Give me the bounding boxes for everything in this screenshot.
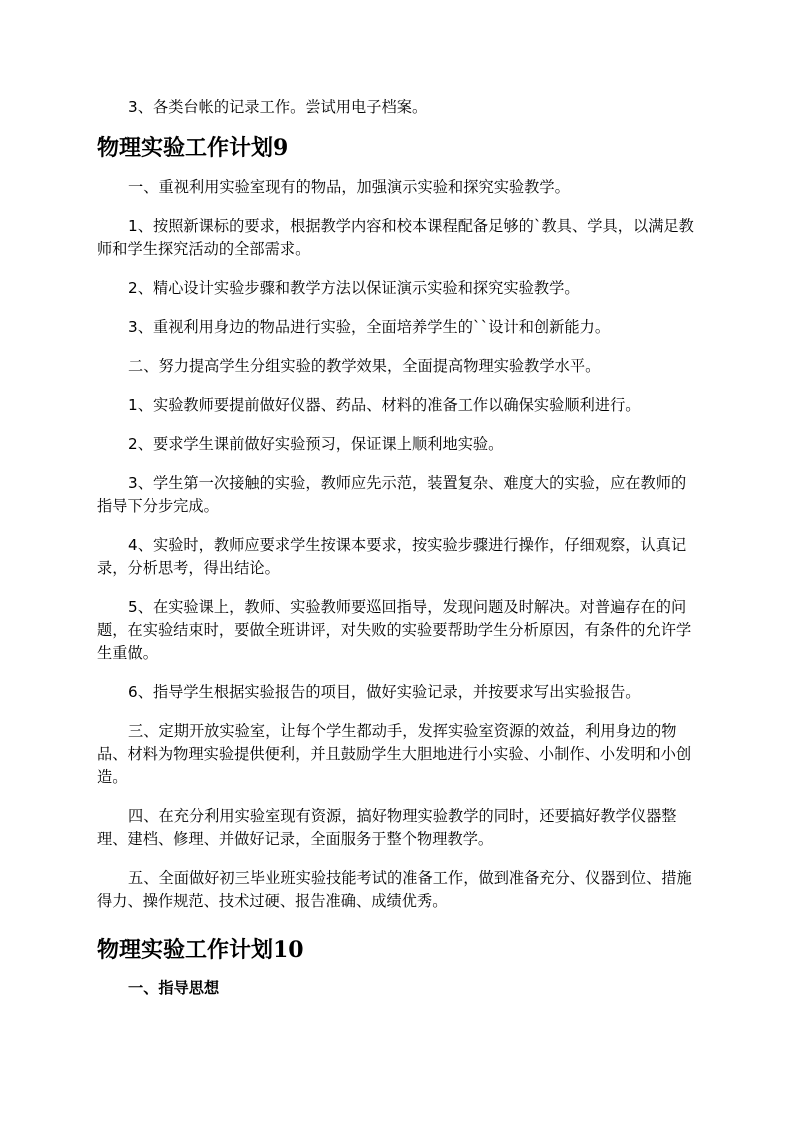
section-9-paragraph: 6、指导学生根据实验报告的项目，做好实验记录，并按要求写出实验报告。 xyxy=(128,683,641,701)
document-body xyxy=(97,96,697,1000)
intro-item: 3、各类台帐的记录工作。尝试用电子档案。 xyxy=(128,98,428,116)
section-9-paragraph: 一、重视利用实验室现有的物品，加强演示实验和探究实验教学。 xyxy=(128,178,570,196)
section-9-title: 物理实验工作计划9 xyxy=(97,135,289,161)
section-9-paragraph: 3、重视利用身边的物品进行实验，全面培养学生的``设计和创新能力。 xyxy=(128,318,611,336)
section-9-paragraph: 四、在充分利用实验室现有资源，搞好物理实验教学的同时，还要搞好教学仪器整理、建档、修理、并做好记录，全面服务于整个物理教学。 xyxy=(97,807,677,848)
section-10-title: 物理实验工作计划10 xyxy=(97,937,304,963)
section-9-paragraph: 五、全面做好初三毕业班实验技能考试的准备工作，做到准备充分、仪器到位、措施得力、操作规范、技术过硬、报告准确、成绩优秀。 xyxy=(97,869,692,910)
section-9-paragraph: 4、实验时，教师应要求学生按课本要求，按实验步骤进行操作，仔细观察，认真记录，分析思考，得出结论。 xyxy=(97,536,687,577)
section-9-paragraph: 2、精心设计实验步骤和教学方法以保证演示实验和探究实验教学。 xyxy=(128,279,580,297)
section-9-paragraph: 1、按照新课标的要求，根据教学内容和校本课程配备足够的`教具、学具，以满足教师和学生探究活动的全部需求。 xyxy=(97,217,694,258)
section-9-paragraph: 1、实验教师要提前做好仪器、药品、材料的准备工作以确保实验顺利进行。 xyxy=(128,396,641,414)
section-9-paragraph: 2、要求学生课前做好实验预习，保证课上顺利地实验。 xyxy=(128,435,504,453)
section-9-paragraph: 3、学生第一次接触的实验，教师应先示范，装置复杂、难度大的实验，应在教师的指导下分步完成。 xyxy=(97,474,687,515)
section-9-paragraph: 二、努力提高学生分组实验的教学效果，全面提高物理实验教学水平。 xyxy=(128,357,601,375)
section-9-paragraph: 5、在实验课上，教师、实验教师要巡回指导，发现问题及时解决。对普遍存在的问题，在实验结束时，要做全班讲评，对失败的实验要帮助学生分析原因，有条件的允许学生重做。 xyxy=(97,598,692,662)
section-10-subheading: 一、指导思想 xyxy=(128,979,220,997)
section-9-paragraph: 三、定期开放实验室，让每个学生都动手，发挥实验室资源的效益，利用身边的物品、材料为物理实验提供便利，并且鼓励学生大胆地进行小实验、小制作、小发明和小创造。 xyxy=(97,722,692,786)
